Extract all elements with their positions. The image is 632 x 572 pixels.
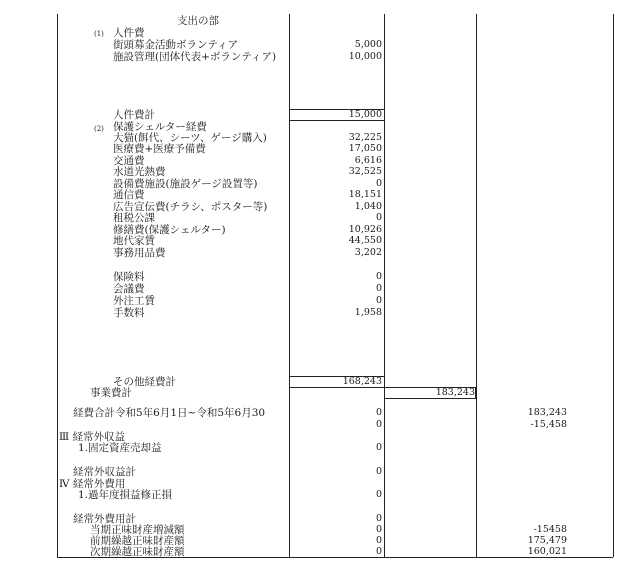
other-total-label: その他経費計: [113, 376, 176, 388]
non-operating-income-heading: Ⅲ 経常外収益: [59, 431, 125, 443]
other-item-label: 会議費: [113, 283, 145, 295]
other-heading: 保護シェルター経費: [113, 121, 207, 133]
expense-total-col1-a: 0: [375, 407, 382, 418]
net-assets-row-label: 当期正味財産増減額: [90, 524, 185, 536]
personnel-item-value: 10,000: [348, 51, 382, 62]
other-item-label: 通信費: [113, 189, 145, 201]
non-operating-income-item-value: 0: [375, 442, 382, 453]
other-total-value: 168,243: [342, 376, 382, 387]
other-item-value: 6,616: [354, 155, 382, 166]
net-assets-row-col4: -15458: [533, 524, 567, 535]
other-item-label: 交通費: [113, 155, 145, 167]
other-item-value: 44,550: [348, 235, 382, 246]
net-assets-row-col1: 0: [375, 546, 382, 557]
other-item-label: 租税公課: [113, 212, 155, 224]
other-item-value: 10,926: [348, 224, 382, 235]
other-item-value: 0: [375, 178, 382, 189]
other-item-label: 大猫(餌代、シーツ、ゲージ購入): [113, 132, 267, 144]
other-item-label: 設備費施設(施設ゲージ設置等): [113, 178, 258, 190]
column-rule-3: [476, 14, 477, 557]
net-assets-row-col4: 175,479: [527, 535, 567, 546]
personnel-heading: 人件費: [113, 27, 145, 39]
personnel-item-label: 街頭募金活動ボランティア: [113, 39, 239, 51]
net-assets-row-col1: 0: [375, 535, 382, 546]
column-rule-2: [384, 14, 385, 557]
non-operating-expense-total-label: 経常外費用計: [73, 513, 136, 525]
net-assets-row-col4: 160,021: [527, 546, 567, 557]
other-item-label: 広告宣伝費(チラシ、ポスター等): [113, 201, 268, 213]
non-operating-expense-total-value: 0: [375, 513, 382, 524]
expense-total-col4-a: 183,243: [527, 407, 567, 418]
other-item-value: 3,202: [354, 247, 382, 258]
other-item-label: 事務用品費: [113, 247, 166, 259]
other-item-label: 医療費+医療予備費: [113, 143, 206, 155]
other-item-value: 1,040: [354, 201, 382, 212]
personnel-total-value: 15,000: [348, 109, 382, 120]
other-item-value: 32,525: [348, 166, 382, 177]
other-item-label: 手数料: [113, 307, 145, 319]
net-assets-row-label: 前期繰越正味財産額: [90, 535, 185, 547]
non-operating-income-total-label: 経常外収益計: [73, 466, 136, 478]
non-operating-expense-heading: Ⅳ 経常外費用: [59, 478, 126, 490]
other-item-value: 17,050: [348, 143, 382, 154]
other-item-value: 0: [375, 295, 382, 306]
other-item-value: 32,225: [348, 132, 382, 143]
expense-total-label: 経費合計令和5年6月1日~令和5年6月30: [73, 407, 266, 419]
business-total-value: 183,243: [435, 387, 475, 398]
other-item-label: 水道光熱費: [113, 166, 166, 178]
column-rule-left: [57, 14, 58, 557]
non-operating-expense-item-label: 1.過年度損益修正損: [78, 489, 173, 501]
personnel-total-label: 人件費計: [113, 109, 155, 121]
other-item-value: 18,151: [348, 189, 382, 200]
other-item-value: 0: [375, 271, 382, 282]
section-title: 支出の部: [177, 15, 219, 27]
section-marker-1: (1): [94, 30, 104, 38]
other-item-label: 保険料: [113, 271, 145, 283]
other-item-value: 0: [375, 283, 382, 294]
column-rule-1: [289, 14, 290, 557]
personnel-item-value: 5,000: [354, 39, 382, 50]
net-assets-row-label: 次期繰越正味財産額: [90, 546, 185, 558]
other-item-label: 修繕費(保護シェルター): [113, 224, 226, 236]
business-total-label: 事業費計: [90, 387, 132, 399]
expense-total-col4-b: -15,458: [530, 419, 567, 430]
personnel-item-label: 施設管理(団体代表+ボランティア): [113, 51, 277, 63]
non-operating-expense-item-value: 0: [375, 489, 382, 500]
section-marker-2: (2): [94, 125, 104, 133]
net-assets-row-col1: 0: [375, 524, 382, 535]
other-item-label: 外注工賃: [113, 295, 155, 307]
expense-total-col1-b: 0: [375, 419, 382, 430]
other-item-value: 0: [375, 212, 382, 223]
other-item-label: 地代家賃: [113, 235, 155, 247]
non-operating-income-item-label: 1.固定資産売却益: [78, 442, 162, 454]
column-rule-right: [613, 14, 614, 557]
non-operating-income-total-value: 0: [375, 466, 382, 477]
other-item-value: 1,958: [354, 307, 382, 318]
